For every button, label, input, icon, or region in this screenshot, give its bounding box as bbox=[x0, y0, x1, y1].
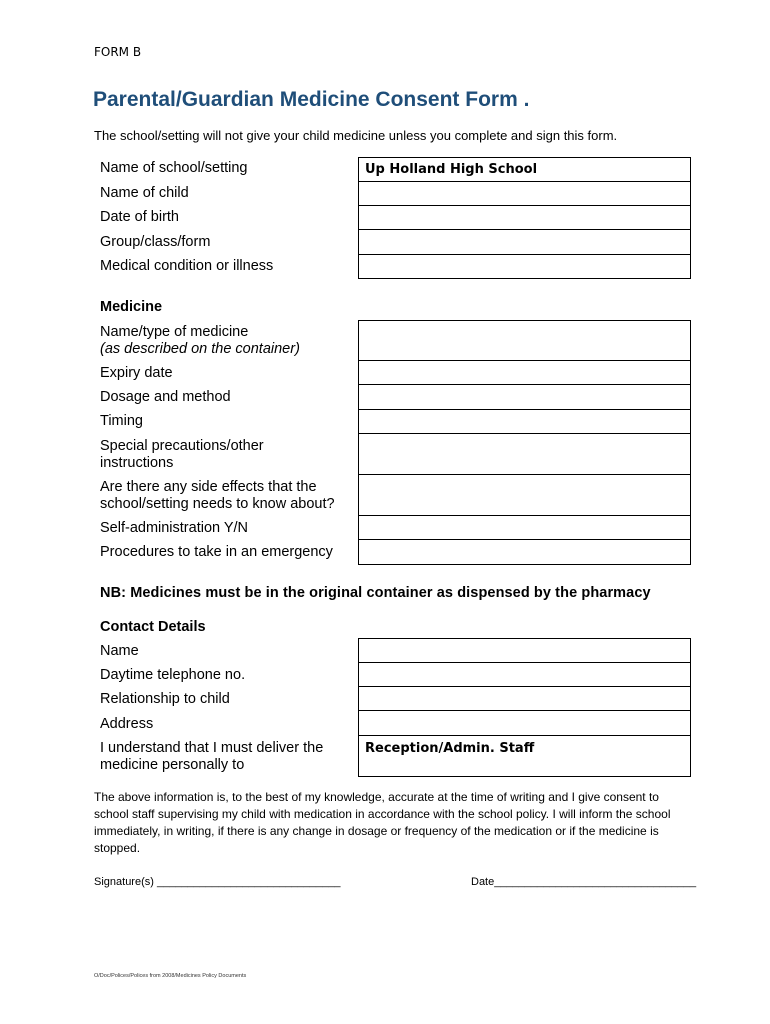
condition-field[interactable] bbox=[358, 255, 691, 279]
intro-text: The school/setting will not give your child medicine unless you complete and sign this form. bbox=[94, 128, 618, 143]
side-effects-field[interactable] bbox=[358, 475, 691, 516]
nb-note: NB: Medicines must be in the original container as dispensed by the pharmacy bbox=[100, 585, 651, 601]
dosage-label: Dosage and method bbox=[100, 389, 231, 405]
phone-label: Daytime telephone no. bbox=[100, 667, 246, 683]
medicine-heading: Medicine bbox=[100, 299, 163, 315]
timing-label: Timing bbox=[100, 413, 143, 429]
self-admin-field[interactable] bbox=[358, 516, 691, 540]
contact-heading: Contact Details bbox=[100, 619, 206, 635]
child-name-field[interactable] bbox=[358, 182, 691, 206]
timing-field[interactable] bbox=[358, 410, 691, 434]
deliver-value: Reception/Admin. Staff bbox=[365, 741, 535, 756]
medicine-name-field[interactable] bbox=[358, 320, 691, 361]
school-value: Up Holland High School bbox=[365, 162, 538, 177]
address-label: Address bbox=[100, 716, 154, 732]
address-field[interactable] bbox=[358, 711, 691, 736]
side-effects-line-1: Are there any side effects that the bbox=[100, 479, 317, 495]
dob-label: Date of birth bbox=[100, 209, 179, 225]
medicine-name-label bbox=[100, 324, 300, 358]
form-code: FORM B bbox=[94, 45, 142, 59]
deliver-line-1: I understand that I must deliver the bbox=[100, 740, 324, 756]
side-effects-label bbox=[100, 479, 335, 513]
school-field[interactable] bbox=[358, 157, 691, 182]
deliver-field[interactable] bbox=[358, 736, 691, 777]
relationship-field[interactable] bbox=[358, 687, 691, 711]
footer-path: O/Doc/Polices/Polices from 2008/Medicines Policy Documents bbox=[94, 973, 247, 979]
condition-label: Medical condition or illness bbox=[100, 258, 274, 274]
contact-name-field[interactable] bbox=[358, 638, 691, 663]
precautions-label bbox=[100, 438, 264, 472]
group-label: Group/class/form bbox=[100, 234, 211, 250]
expiry-field[interactable] bbox=[358, 361, 691, 385]
signature-line[interactable]: Signature(s) ______________________________ bbox=[94, 876, 341, 888]
expiry-label: Expiry date bbox=[100, 365, 173, 381]
relationship-label: Relationship to child bbox=[100, 691, 230, 707]
precautions-line-2: instructions bbox=[100, 455, 174, 471]
medicine-name-note: (as described on the container) bbox=[100, 341, 300, 357]
dob-field[interactable] bbox=[358, 206, 691, 230]
school-label: Name of school/setting bbox=[100, 160, 248, 176]
precautions-field[interactable] bbox=[358, 434, 691, 475]
date-line[interactable]: Date_________________________________ bbox=[471, 876, 697, 888]
declaration-text: The above information is, to the best of my knowledge, accurate at the time of writing and I give consent to school staff supervising my child with medication in accordance with the school policy. I will inform the school immediately, in writing, if there is any change in dosage or frequency of the medication or if the medicine is stopped. bbox=[94, 790, 671, 855]
child-name-label: Name of child bbox=[100, 185, 189, 201]
emergency-label: Procedures to take in an emergency bbox=[100, 544, 333, 560]
contact-name-label: Name bbox=[100, 643, 139, 659]
emergency-field[interactable] bbox=[358, 540, 691, 565]
deliver-line-2: medicine personally to bbox=[100, 757, 245, 773]
deliver-label bbox=[100, 740, 323, 774]
precautions-line-1: Special precautions/other bbox=[100, 438, 264, 454]
phone-field[interactable] bbox=[358, 663, 691, 687]
self-admin-label: Self-administration Y/N bbox=[100, 520, 249, 536]
dosage-field[interactable] bbox=[358, 385, 691, 410]
medicine-name-text: Name/type of medicine bbox=[100, 324, 249, 340]
group-field[interactable] bbox=[358, 230, 691, 255]
page-title: Parental/Guardian Medicine Consent Form . bbox=[93, 88, 530, 111]
side-effects-line-2: school/setting needs to know about? bbox=[100, 496, 335, 512]
